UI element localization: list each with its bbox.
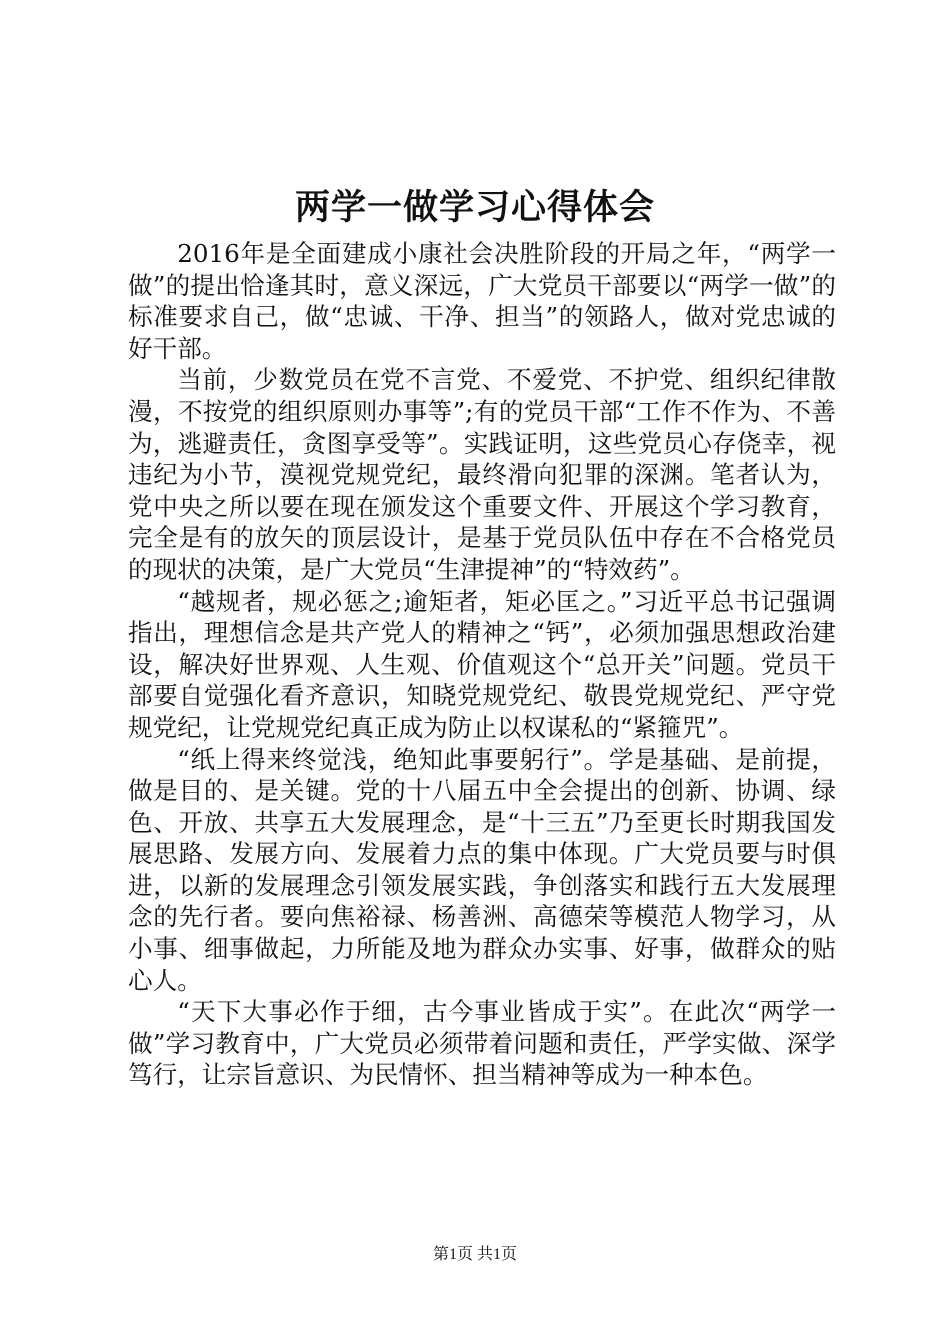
- paragraph-5: “天下大事必作于细，古今事业皆成于实”。在此次“两学一做”学习教育中，广大党员必须带着问题和责任，严学实做、深学笃行，让宗旨意识、为民情怀、担当精神等成为一种本色。: [128, 997, 836, 1090]
- paragraph-2: 当前，少数党员在党不言党、不爱党、不护党、组织纪律散漫，不按党的组织原则办事等”;有的党员干部“工作不作为、不善为，逃避责任，贪图享受等”。实践证明，这些党员心存侥幸，视违纪为小节，漠视党规党纪，最终滑向犯罪的深渊。笔者认为，党中央之所以要在现在颁发这个重要文件、开展这个学习教育，完全是有的放矢的顶层设计，是基于党员队伍中存在不合格党员的现状的决策，是广大党员“生津提神”的“特效药”。: [128, 365, 836, 584]
- document-title: 两学一做学习心得体会: [294, 187, 655, 228]
- document-body: [128, 238, 836, 1091]
- paragraph-4: “纸上得来终觉浅，绝知此事要躬行”。学是基础、是前提，做是目的、是关键。党的十八届五中全会提出的创新、协调、绿色、开放、共享五大发展理念，是“十三五”乃至更长时期我国发展思路、发展方向、发展着力点的集中体现。广大党员要与时俱进，以新的发展理念引领发展实践，争创落实和践行五大发展理念的先行者。要向焦裕禄、杨善洲、高德荣等模范人物学习，从小事、细事做起，力所能及地为群众办实事、好事，做群众的贴心人。: [128, 744, 836, 995]
- paragraph-3: “越规者，规必惩之;逾矩者，矩必匡之。”习近平总书记强调指出，理想信念是共产党人的精神之“钙”，必须加强思想政治建设，解决好世界观、人生观、价值观这个“总开关”问题。党员干部要自觉强化看齐意识，知晓党规党纪、敬畏党规党纪、严守党规党纪，让党规党纪真正成为防止以权谋私的“紧箍咒”。: [128, 586, 836, 742]
- page-number-footer: 第1页 共1页: [432, 1246, 517, 1263]
- paragraph-1: 2016年是全面建成小康社会决胜阶段的开局之年，“两学一做”的提出恰逢其时，意义深远，广大党员干部要以“两学一做”的标准要求自己，做“忠诚、干净、担当”的领路人，做对党忠诚的好干部。: [128, 239, 836, 363]
